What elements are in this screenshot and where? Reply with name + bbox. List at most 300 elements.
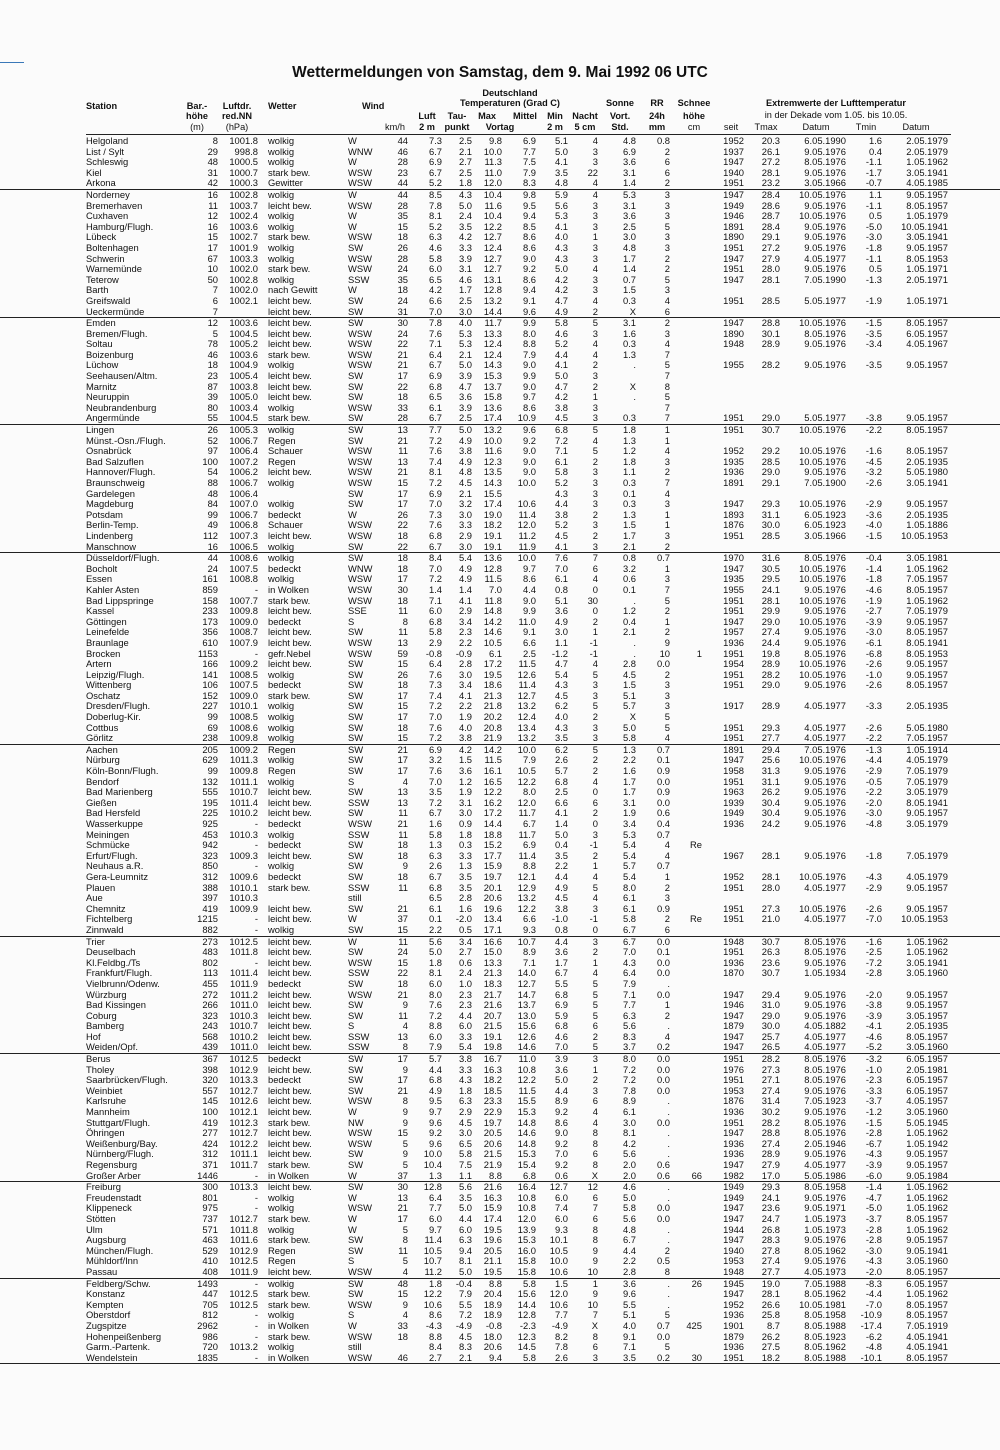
cell-wind-dir: WSW	[348, 1265, 372, 1277]
cell-pressure: 1011.8	[230, 946, 258, 958]
cell-wind-dir: SW	[348, 849, 364, 861]
cell-tmax: 20.3	[761, 135, 780, 146]
cell-tmin: -2.5	[865, 946, 882, 958]
cell-height: 801	[202, 1191, 218, 1203]
cell-wind-dir: SW	[348, 1009, 364, 1021]
cell-dew-point: 3.3	[458, 1030, 472, 1042]
cell-tmin-date: 4.05.1979	[906, 870, 948, 882]
cell-station: Weiden/Opf.	[86, 1041, 138, 1053]
cell-sunshine: 1.2	[622, 605, 636, 617]
cell-weather: stark bew.	[268, 1330, 311, 1342]
cell-weather: leicht bew.	[268, 999, 312, 1011]
cell-since: 1947	[723, 988, 744, 1000]
cell-tmin: -1.2	[865, 1106, 882, 1118]
cell-wind-speed: 21	[397, 988, 408, 1000]
cell-tmin-date: 5.05.1945	[906, 1116, 948, 1128]
cell-max-temp: 12.8	[483, 284, 502, 296]
cell-air-temp: 6.4	[428, 348, 442, 360]
cell-tmax-date: 8.05.1976	[804, 552, 846, 564]
cell-night-min: 4	[592, 1106, 598, 1118]
cell-tmax: 29.3	[761, 721, 780, 733]
cell-mean-temp: 14.8	[517, 1116, 536, 1128]
cell-wind-dir: SW	[348, 294, 364, 306]
cell-tmax: 30.2	[761, 1106, 780, 1118]
cell-air-temp: 1.3	[428, 1169, 442, 1181]
cell-tmax: 25.6	[761, 754, 780, 766]
cell-precip: 5	[664, 1309, 670, 1321]
cell-wind-dir: SW	[348, 1244, 364, 1256]
cell-max-temp: 8.8	[488, 1277, 502, 1289]
cell-precip: 3	[664, 188, 670, 200]
cell-tmax-date: 5.05.1977	[804, 294, 846, 306]
cell-precip: 7	[664, 583, 670, 595]
cell-weather: stark bew.	[268, 231, 311, 243]
cell-mean-temp: 11.4	[518, 849, 536, 861]
cell-mean-temp: 9.4	[522, 284, 536, 296]
cell-station: Weißenburg/Bay.	[86, 1137, 158, 1149]
cell-min-temp: 4.1	[554, 807, 568, 819]
cell-sunshine: 3.2	[622, 562, 636, 574]
cell-tmin: -8.3	[865, 1277, 882, 1289]
cell-air-temp: 6.8	[428, 380, 442, 392]
cell-precip: .	[667, 1234, 670, 1246]
cell-min-temp: 4.9	[554, 305, 568, 317]
cell-tmax: 30.4	[761, 807, 780, 819]
cell-min-temp: 0.4	[554, 839, 568, 851]
cell-tmax: 28.1	[761, 166, 780, 178]
cell-pressure: 1006.7	[229, 434, 258, 446]
cell-sunshine: 4.5	[622, 668, 636, 680]
cell-mean-temp: 8.6	[522, 573, 536, 585]
cell-mean-temp: 7.9	[522, 348, 536, 360]
cell-air-temp: 5.8	[428, 828, 442, 840]
cell-weather: leicht bew.	[268, 967, 312, 979]
cell-tmax-date: 10.05.1976	[799, 210, 846, 222]
cell-dew-point: 4.5	[458, 1330, 472, 1342]
cell-dew-point: 2.9	[458, 605, 472, 617]
cell-min-temp: 3.5	[554, 732, 568, 744]
cell-air-temp: 1.3	[428, 839, 442, 851]
cell-tmin: -1.5	[865, 529, 882, 541]
cell-station: Arkona	[86, 177, 116, 189]
cell-wind-speed: 33	[397, 1319, 408, 1331]
cell-tmax-date: 9.05.1976	[804, 583, 846, 595]
cell-wind-dir: WSW	[348, 1127, 372, 1139]
cell-tmax: 18.2	[761, 1351, 780, 1363]
cell-tmax-date: 1.05.1973	[804, 1212, 846, 1224]
cell-weather: wolkig	[268, 273, 295, 285]
cell-wind-dir: SW	[348, 923, 364, 935]
cell-sunshine: X	[629, 380, 636, 392]
cell-weather: leicht bew.	[268, 466, 312, 478]
cell-station: Aue	[86, 892, 103, 904]
cell-weather: wolkig	[268, 700, 295, 712]
cell-tmax-date: 9.05.1976	[804, 988, 846, 1000]
cell-sunshine: 3.6	[622, 1277, 636, 1289]
cell-wind-dir: SSW	[348, 967, 370, 979]
cell-mean-temp: 11.7	[518, 807, 536, 819]
col-header-sun-2: Vort.	[609, 111, 631, 121]
cell-pressure: 1003.6	[229, 348, 258, 360]
cell-weather: bedeckt	[268, 1053, 301, 1065]
cell-wind-dir: S	[348, 1309, 355, 1321]
cell-dew-point: 3.5	[458, 220, 472, 232]
cell-night-min: 2	[592, 455, 598, 467]
cell-wind-dir: W	[348, 913, 357, 925]
cell-pressure: 1011.6	[230, 1234, 258, 1246]
cell-station: Fichtelberg	[86, 913, 133, 925]
cell-tmin: -3.2	[865, 466, 882, 478]
cell-weather: leicht bew.	[268, 946, 312, 958]
cell-height: 453	[202, 828, 218, 840]
cell-height: 419	[202, 902, 218, 914]
cell-night-min: 1	[592, 231, 598, 243]
col-header-wind: Wind	[362, 101, 385, 111]
cell-air-temp: 7.0	[428, 775, 442, 787]
cell-night-min: 3	[592, 902, 598, 914]
cell-pressure: -	[254, 1351, 258, 1363]
cell-weather: Regen	[268, 455, 296, 467]
cell-air-temp: 2.6	[428, 860, 442, 872]
cell-wind-dir: SW	[348, 424, 364, 436]
cell-tmin: -5.0	[865, 1202, 882, 1214]
cell-max-temp: 13.4	[483, 913, 502, 925]
cell-sunshine: 4.4	[622, 1244, 636, 1256]
cell-max-temp: 13.5	[483, 466, 502, 478]
col-header-weather: Wetter	[268, 101, 297, 111]
cell-tmin-date: 1.05.1971	[906, 263, 948, 275]
cell-dew-point: 3.4	[458, 679, 472, 691]
cell-station: Passau	[86, 1265, 118, 1277]
cell-min-temp: 4.3	[554, 241, 568, 253]
cell-precip: 0.0	[656, 935, 670, 947]
cell-sunshine: 1.7	[622, 786, 636, 798]
cell-night-min: 2	[592, 1030, 598, 1042]
station-group	[0, 745, 1000, 937]
cell-pressure: 1009.0	[229, 689, 258, 701]
cell-wind-dir: SSW	[348, 828, 370, 840]
cell-dew-point: 2.5	[458, 166, 472, 178]
cell-night-min: 3	[592, 477, 598, 488]
cell-tmin: -4.3	[865, 1255, 882, 1267]
cell-wind-dir: WSW	[348, 647, 372, 659]
cell-sunshine: 3.0	[622, 231, 636, 243]
cell-height: 272	[202, 988, 218, 1000]
cell-weather: wolkig	[268, 860, 295, 872]
cell-weather: leicht bew.	[268, 796, 312, 808]
cell-weather: Regen	[268, 765, 296, 777]
cell-weather: in Wolken	[268, 583, 309, 595]
cell-air-temp: 12.2	[423, 1288, 442, 1300]
cell-wind-speed: 18	[397, 284, 408, 296]
cell-air-temp: 11.2	[424, 1265, 442, 1277]
cell-night-min: 1	[592, 1063, 598, 1075]
cell-station: Regensburg	[86, 1159, 138, 1170]
cell-snow: Re	[690, 913, 702, 925]
cell-dew-point: 1.4	[458, 583, 472, 595]
cell-tmax-date: 4.05.1977	[804, 721, 846, 733]
cell-air-temp: 3.5	[428, 786, 442, 798]
cell-precip: 2	[664, 252, 670, 264]
cell-sunshine: 7.1	[622, 1341, 636, 1353]
cell-sunshine: 0.3	[622, 477, 636, 488]
cell-wind-dir: S	[348, 775, 355, 787]
cell-pressure: 1005.2	[229, 338, 258, 350]
cell-height: 48	[207, 156, 218, 168]
cell-tmin: -3.9	[865, 1009, 882, 1021]
cell-min-temp: 4.3	[554, 721, 568, 733]
cell-wind-speed: 18	[397, 721, 408, 733]
cell-wind-speed: 13	[397, 1030, 408, 1042]
cell-air-temp: 9.7	[428, 1223, 442, 1235]
cell-wind-dir: SW	[348, 540, 364, 552]
cell-since: 1947	[723, 498, 744, 510]
cell-max-temp: 19.5	[483, 668, 502, 680]
cell-tmax: 19.8	[761, 647, 780, 659]
cell-since: 1876	[723, 1095, 744, 1107]
cell-tmax: 30.1	[761, 327, 780, 339]
cell-sunshine: 1.5	[622, 519, 636, 531]
cell-wind-speed: 13	[397, 455, 408, 467]
cell-min-temp: 6.8	[554, 424, 568, 436]
cell-pressure: 1004.5	[229, 412, 258, 424]
cell-night-min: 10	[587, 1265, 598, 1277]
cell-dew-point: 1.0	[458, 977, 472, 989]
cell-sunshine: 5.8	[622, 1202, 636, 1214]
cell-pressure: -	[254, 923, 258, 935]
cell-pressure: 1008.8	[229, 573, 258, 585]
cell-mean-temp: 12.9	[517, 881, 536, 893]
cell-tmax-date: 9.05.1976	[804, 999, 846, 1011]
cell-air-temp: 4.2	[428, 284, 442, 296]
cell-station: Soltau	[86, 338, 113, 350]
cell-sunshine: 1.6	[622, 765, 636, 777]
cell-precip: .	[667, 1148, 670, 1160]
cell-wind-dir: SW	[348, 1288, 364, 1300]
cell-sunshine: .	[633, 647, 636, 659]
cell-tmin: -2.8	[865, 1127, 882, 1139]
cell-max-temp: -0.8	[485, 1319, 502, 1331]
cell-precip: .	[667, 1298, 670, 1310]
cell-since: 1951	[723, 881, 744, 893]
cell-air-temp: 6.7	[428, 359, 442, 371]
cell-precip: 7	[664, 477, 670, 488]
cell-min-temp: 5.2	[554, 338, 568, 350]
cell-tmin-date: 2.05.1981	[906, 1063, 948, 1075]
cell-height: 16	[207, 540, 218, 552]
cell-tmin-date: 8.05.1957	[906, 679, 948, 691]
cell-precip: 0.7	[656, 552, 670, 564]
cell-night-min: 4	[592, 892, 598, 904]
cell-night-min: 8	[592, 1159, 598, 1170]
cell-night-min: 2	[592, 946, 598, 958]
cell-station: Hannover/Flugh.	[86, 466, 156, 478]
cell-height: 447	[202, 1288, 218, 1300]
cell-mean-temp: 9.4	[522, 210, 536, 222]
cell-tmax: 31.1	[761, 508, 780, 520]
cell-wind-dir: NW	[348, 1116, 364, 1128]
cell-tmax: 29.0	[761, 466, 780, 478]
cell-dew-point: 4.3	[458, 1074, 472, 1086]
cell-since: 1951	[723, 647, 744, 659]
cell-pressure: 1009.3	[229, 849, 258, 861]
cell-wind-dir: SW	[348, 552, 364, 564]
cell-min-temp: 4.5	[554, 529, 568, 541]
cell-tmin-date: 3.05.1941	[906, 166, 948, 178]
cell-mean-temp: 14.5	[517, 1341, 536, 1353]
cell-min-temp: 3.5	[554, 166, 568, 178]
cell-sunshine: 7.7	[622, 999, 636, 1011]
cell-wind-speed: 5	[402, 1137, 408, 1149]
cell-dew-point: 3.0	[458, 807, 472, 819]
cell-air-temp: 8.1	[428, 967, 442, 979]
table-row	[0, 542, 1000, 553]
cell-tmax: 26.1	[761, 145, 780, 157]
cell-air-temp: 1.6	[428, 818, 442, 829]
cell-tmax-date: 9.05.1976	[804, 241, 846, 253]
cell-night-min: 6	[592, 1341, 598, 1353]
cell-wind-dir: SW	[348, 391, 364, 403]
cell-dew-point: 0.5	[458, 923, 472, 935]
cell-tmax: 28.6	[761, 199, 780, 211]
cell-wind-dir: SW	[348, 1084, 364, 1096]
cell-pressure: 1001.9	[229, 241, 258, 253]
cell-pressure: -	[254, 956, 258, 968]
cell-dew-point: 7.9	[458, 1288, 472, 1300]
table-row	[0, 979, 1000, 990]
cell-precip: 4	[664, 849, 670, 861]
cell-max-temp: 13.6	[483, 552, 502, 564]
cell-weather: wolkig	[268, 1309, 295, 1321]
cell-weather: leicht bew.	[268, 988, 312, 1000]
cell-min-temp: 5.4	[554, 668, 568, 680]
cell-dew-point: 2.1	[458, 1351, 472, 1363]
cell-precip: 7	[664, 370, 670, 382]
cell-sunshine: 1.7	[622, 252, 636, 264]
cell-station: Bremerhaven	[86, 199, 143, 211]
cell-weather: leicht bew.	[268, 1084, 312, 1096]
cell-tmin-date: 1.05.1979	[906, 210, 948, 222]
cell-mean-temp: 12.1	[517, 870, 536, 882]
cell-tmax-date: 9.05.1976	[804, 166, 846, 178]
cell-wind-dir: WSW	[348, 477, 372, 488]
cell-wind-dir: W	[348, 935, 357, 947]
cell-min-temp: 4.4	[554, 348, 568, 360]
cell-since: 1947	[723, 1212, 744, 1224]
cell-min-temp: 7.0	[554, 1148, 568, 1160]
cell-sunshine: 1.4	[622, 263, 636, 275]
cell-height: 483	[202, 946, 218, 958]
cell-height: 7	[212, 284, 218, 296]
cell-wind-speed: 17	[397, 711, 408, 723]
cell-height: 227	[202, 700, 218, 712]
cell-mean-temp: 7.5	[522, 156, 536, 168]
cell-pressure: 1000.5	[229, 156, 258, 168]
cell-wind-dir: W	[348, 1319, 357, 1331]
cell-weather: in Wolken	[268, 1319, 309, 1331]
cell-tmin-date: 4.05.1941	[906, 1341, 948, 1353]
cell-mean-temp: 9.0	[522, 380, 536, 392]
cell-station: Marnitz	[86, 380, 117, 392]
cell-height: 99	[207, 711, 218, 723]
cell-mean-temp: 8.8	[522, 338, 536, 350]
cell-precip: 4	[664, 732, 670, 744]
cell-wind-dir: SW	[348, 498, 364, 510]
cell-dew-point: 2.5	[458, 294, 472, 306]
cell-height: 737	[202, 1212, 218, 1224]
cell-pressure: 1010.2	[229, 1030, 258, 1042]
cell-wind-speed: 18	[397, 552, 408, 564]
cell-weather: stark bew.	[268, 689, 311, 701]
cell-pressure: 1011.3	[230, 754, 258, 766]
cell-precip: 3	[664, 231, 670, 243]
cell-since: 1951	[723, 1053, 744, 1065]
cell-weather: stark bew.	[268, 1116, 311, 1128]
cell-tmin: -2.8	[865, 1223, 882, 1235]
cell-since: 1951	[723, 721, 744, 733]
cell-station: Chemnitz	[86, 902, 126, 914]
cell-night-min: 9	[592, 1244, 598, 1256]
cell-station: Angermünde	[86, 412, 140, 424]
cell-mean-temp: 15.4	[517, 1159, 536, 1170]
cell-mean-temp: 10.8	[517, 1202, 536, 1214]
cell-air-temp: 7.6	[428, 519, 442, 531]
cell-mean-temp: 7.7	[522, 145, 536, 157]
cell-tmax-date: 8.05.1976	[804, 647, 846, 659]
cell-sunshine: 6.9	[622, 145, 636, 157]
cell-night-min: 2	[592, 359, 598, 371]
cell-mean-temp: 11.4	[518, 679, 536, 691]
cell-tmax-date: 5.05.1986	[804, 1169, 846, 1181]
cell-wind-dir: SW	[348, 241, 364, 253]
cell-wind-dir: WSW	[348, 263, 372, 275]
cell-min-temp: 3.6	[554, 946, 568, 958]
cell-tmax-date: 8.05.1958	[804, 1309, 846, 1321]
cell-wind-speed: 15	[397, 1127, 408, 1139]
cell-dew-point: 6.3	[458, 1095, 472, 1107]
table-row	[0, 307, 1000, 318]
cell-tmin: -5.2	[865, 1041, 882, 1053]
cell-wind-speed: 9	[402, 1116, 408, 1128]
cell-pressure: 1012.5	[229, 1298, 258, 1310]
cell-tmin-date: 3.05.1960	[906, 1255, 948, 1267]
cell-precip: 4	[664, 1030, 670, 1042]
cell-dew-point: 2.7	[458, 156, 472, 168]
cell-tmin-date: 8.05.1957	[906, 1351, 948, 1363]
table-row	[0, 478, 1000, 489]
cell-station: Gardelegen	[86, 487, 135, 499]
cell-night-min: 3	[592, 721, 598, 733]
cell-mean-temp: 11.4	[518, 508, 536, 520]
cell-weather: Regen	[268, 1255, 296, 1267]
cell-precip: 2	[664, 317, 670, 329]
col-header-dew-2: punkt	[444, 122, 470, 132]
cell-wind-speed: 18	[397, 849, 408, 861]
cell-wind-speed: 21	[397, 348, 408, 360]
cell-sunshine: 1.3	[622, 508, 636, 520]
cell-mean-temp: 11.0	[518, 1053, 536, 1065]
cell-air-temp: 10.7	[423, 1255, 442, 1267]
cell-tmax-date: 8.05.1976	[804, 935, 846, 947]
cell-since: 1890	[723, 231, 744, 243]
cell-sunshine: 0.1	[622, 583, 636, 595]
station-group	[0, 318, 1000, 425]
cell-tmax: 30.7	[761, 935, 780, 947]
cell-wind-speed: 30	[397, 317, 408, 329]
cell-pressure: 1011.1	[230, 1148, 258, 1160]
cell-tmax-date: 10.05.1976	[799, 594, 846, 606]
cell-air-temp: 8.1	[428, 466, 442, 478]
